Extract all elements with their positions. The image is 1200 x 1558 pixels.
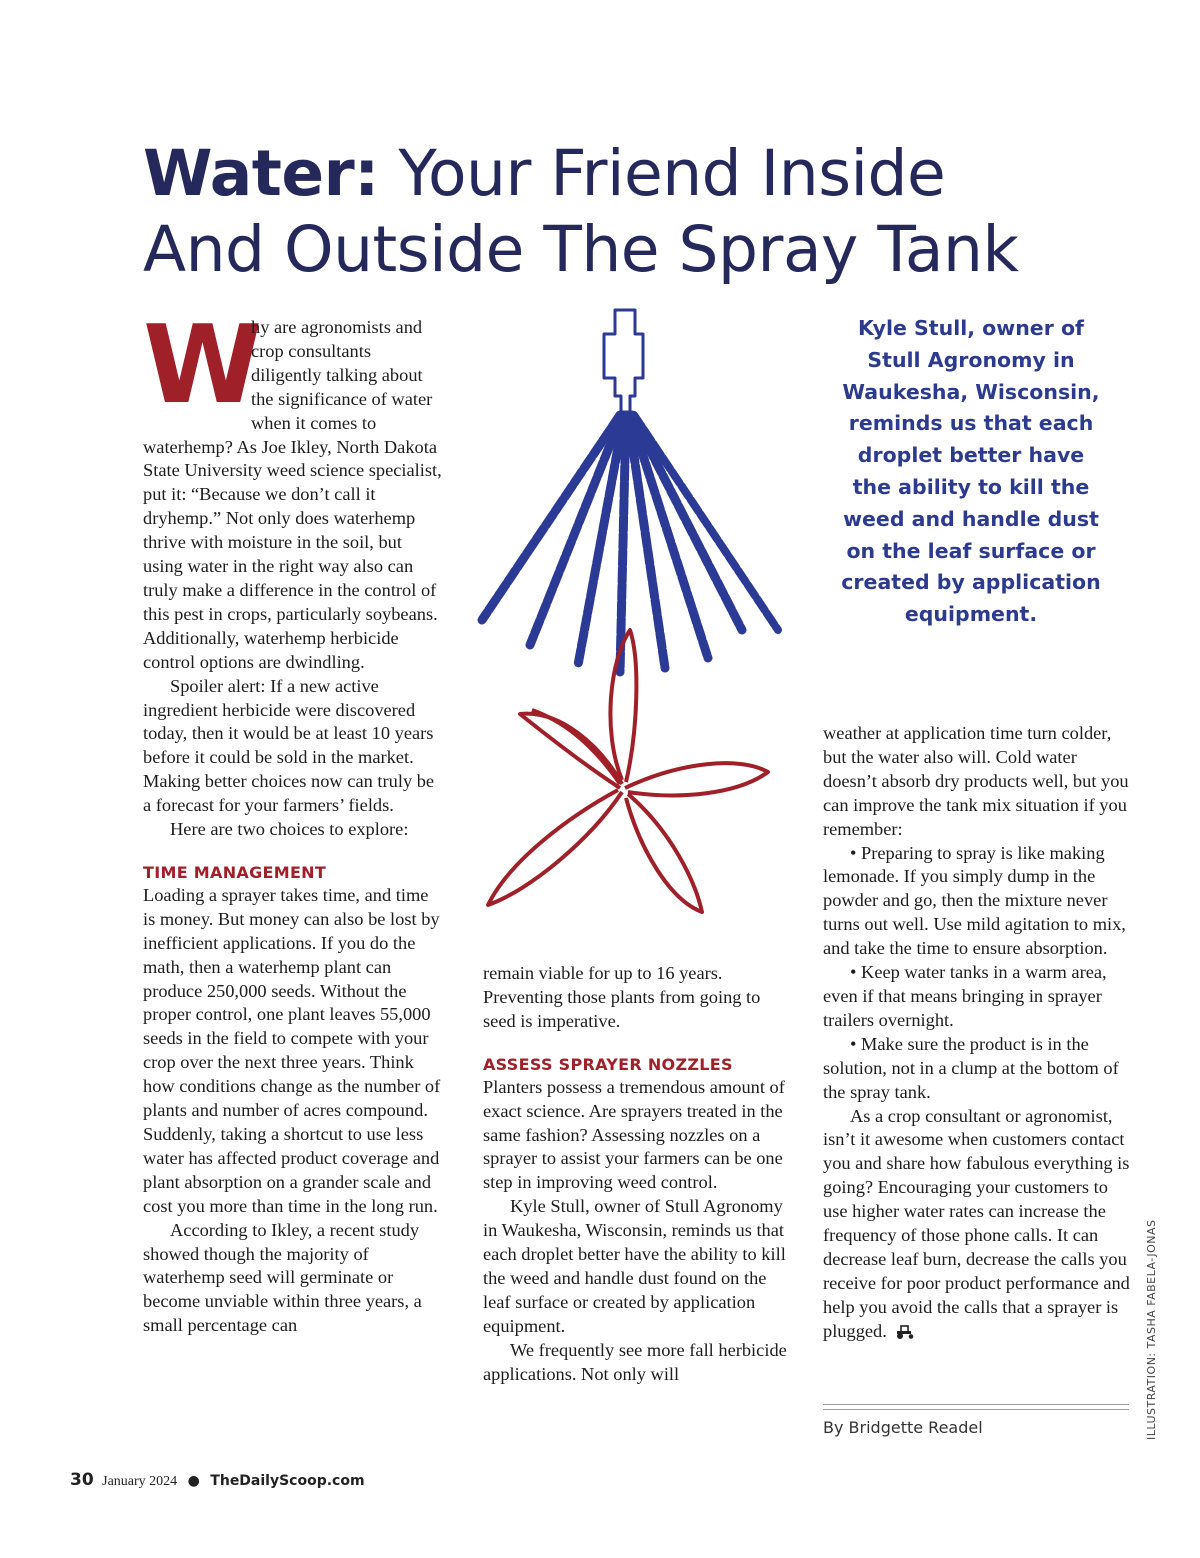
- tractor-icon: [893, 1325, 917, 1339]
- article-spoiler: Spoiler alert: If a new active ingredient herbicide were discovered today, then it would be at least 10 years before it could be sold in the market. Making better choices now can truly be a forecast for your farmers’ fields.: [143, 675, 435, 816]
- closing-paragraph: As a crop consultant or agronomist, isn’t it awesome when customers contact you and share how fabulous everything is going? Encouraging your customers to use higher water rates can increase the frequency of those phone calls. It can decrease leaf burn, decrease the calls you receive for poor product performance and help you avoid the calls that a sprayer is plugged.: [823, 1105, 1130, 1341]
- headline-line1: Your Friend Inside: [378, 137, 946, 210]
- illustration-credit: ILLUSTRATION: TASHA FABELA-JONAS: [1145, 1219, 1158, 1440]
- nozzles-paragraph-3: We frequently see more fall herbicide applications. Not only will: [483, 1339, 787, 1384]
- byline-rule-top: [823, 1404, 1129, 1405]
- article-column-3: [823, 722, 1133, 1344]
- nozzle-icon: [604, 310, 643, 412]
- sprayer-nozzle-and-weed-illustration: [470, 300, 800, 940]
- issue-date: January 2024: [102, 1474, 178, 1489]
- headline-line2: And Outside The Spray Tank: [143, 213, 1019, 286]
- article-choices: Here are two choices to explore:: [170, 819, 409, 840]
- bullet-separator: ●: [187, 1473, 200, 1489]
- subhead-time-management: TIME MANAGEMENT: [143, 862, 327, 882]
- headline-lead: Water:: [143, 137, 379, 210]
- column-2-continuation: remain viable for up to 16 years. Preventing those plants from going to seed is imperative.: [483, 963, 761, 1031]
- page-number: 30: [70, 1470, 94, 1490]
- page-footer: [70, 1470, 365, 1490]
- byline-rule-bottom: [823, 1409, 1129, 1410]
- column-3-continuation: weather at application time turn colder, but the water also will. Cold water doesn’t absorb dry products well, but you can improve the tank mix situation if you remember:: [823, 723, 1129, 839]
- time-paragraph-2: According to Ikley, a recent study showed though the majority of waterhemp seed will germinate or become unviable within three years, a small percentage can: [143, 1219, 422, 1336]
- article-column-2: [483, 962, 788, 1387]
- nozzles-paragraph-1: Planters possess a tremendous amount of exact science. Are sprayers treated in the same fashion? Assessing nozzles on a sprayer to assist your farmers can be one step in improving weed control.: [483, 1076, 785, 1193]
- website-link[interactable]: TheDailyScoop.com: [210, 1473, 365, 1489]
- drop-cap: W: [143, 303, 257, 428]
- article-intro: hy are agronomists and crop consultants diligently talking about the significance of water when it comes to waterhemp? As Joe Ikley, North Dakota State University weed science specialist, put it: “Because we don’t call it dryhemp.” Not only does waterhemp thrive with moisture in the soil, but using water in the right way also can truly make a difference in the control of this pest in crops, particularly soybeans. Additionally, waterhemp herbicide control options are dwindling.: [143, 317, 442, 672]
- weed-icon: [488, 630, 768, 912]
- pull-quote: Kyle Stull, owner of Stull Agronomy in Waukesha, Wisconsin, reminds us that each droplet better have the ability to kill the weed and handle dust on the leaf surface or created by application equipment.: [841, 316, 1101, 627]
- subhead-assess-sprayer-nozzles: ASSESS SPRAYER NOZZLES: [483, 1054, 733, 1074]
- byline: By Bridgette Readel: [823, 1418, 983, 1437]
- bullet-product-solution: • Make sure the product is in the solution, not in a clump at the bottom of the spray tank.: [823, 1033, 1119, 1102]
- bullet-warm-tanks: • Keep water tanks in a warm area, even if that means bringing in sprayer trailers overnight.: [823, 962, 1107, 1030]
- bullet-lemonade: • Preparing to spray is like making lemonade. If you simply dump in the powder and go, then the mixture never turns out well. Use mild agitation to mix, and take the time to ensure absorption.: [823, 842, 1126, 959]
- article-column-1: [143, 303, 445, 1338]
- time-paragraph-1: Loading a sprayer takes time, and time is money. But money can also be lost by inefficient applications. If you do the math, then a waterhemp plant can produce 250,000 seeds. Without the proper control, one plant leaves 55,000 seeds in the field to compete with your crop over the next three years. Think how conditions change as the number of plants and number of acres compound. Suddenly, taking a shortcut to use less water has affected product coverage and plant absorption on a grander scale and cost you more than time in the long run.: [143, 884, 441, 1216]
- nozzles-paragraph-2: Kyle Stull, owner of Stull Agronomy in Waukesha, Wisconsin, reminds us that each droplet better have the ability to kill the weed and handle dust found on the leaf surface or created by application equipment.: [483, 1196, 786, 1336]
- headline: [143, 136, 1103, 288]
